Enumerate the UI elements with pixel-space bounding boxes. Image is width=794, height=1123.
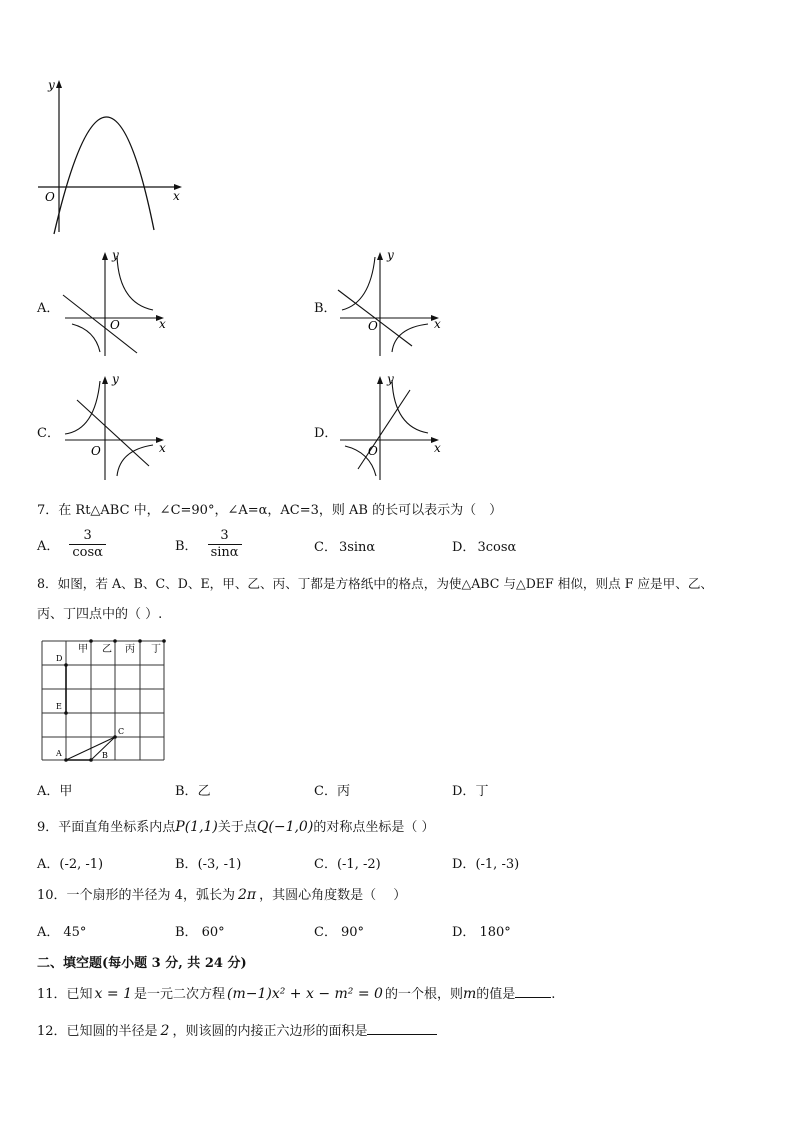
q8-option-d[interactable]: D．丁: [452, 784, 489, 799]
q8-option-a[interactable]: A．甲: [37, 784, 73, 799]
grid-label-yi: 乙: [102, 644, 112, 655]
q9-stem: 9．平面直角坐标系内点P(1,1)关于点Q(−1,0)的对称点坐标是（ ）: [37, 819, 435, 835]
q6-option-d-letter[interactable]: D．: [314, 426, 338, 441]
grid-label-d: D: [56, 654, 63, 663]
fraction: $\frac{3}{\cos\alpha}$: [69, 528, 106, 561]
point-p: P(1,1): [175, 819, 218, 835]
q6-option-d-graph: [330, 372, 445, 482]
point-q: Q(−1,0): [256, 819, 314, 835]
parabola-graph: [30, 72, 190, 237]
grid-label-c: C: [118, 727, 125, 736]
q6-option-c-letter[interactable]: C．: [37, 426, 60, 441]
y-axis-label: y: [48, 78, 55, 92]
fraction: $\frac{3}{\sin\alpha}$: [208, 528, 242, 561]
option-b-origin: O: [368, 319, 378, 333]
option-d-x-label: x: [434, 441, 441, 455]
q9-option-d[interactable]: D．(-1, -3): [452, 857, 520, 872]
q8-option-b[interactable]: B．乙: [175, 784, 211, 799]
q7-option-a[interactable]: A． $\frac{3}{\cos\alpha}$: [37, 524, 106, 564]
q6-option-b-letter[interactable]: B．: [314, 301, 337, 316]
answer-blank[interactable]: [367, 1022, 437, 1035]
q6-option-c-graph: [55, 372, 170, 482]
q6-option-a-graph: [55, 248, 170, 358]
option-b-x-label: x: [434, 317, 441, 331]
option-d-y-label: y: [387, 372, 394, 386]
grid-label-ding: 丁: [151, 644, 161, 655]
grid-label-jia: 甲: [78, 644, 88, 655]
q8-grid-figure: [36, 632, 176, 768]
q10-option-b[interactable]: B． 60°: [175, 925, 225, 940]
origin-label: O: [45, 190, 55, 204]
q10-option-c[interactable]: C． 90°: [314, 925, 364, 940]
grid-label-bing: 丙: [125, 644, 135, 655]
option-d-origin: O: [368, 444, 378, 458]
q8-stem-line2: 丙、丁四点中的（ ）.: [37, 607, 163, 622]
option-c-x-label: x: [159, 441, 166, 455]
q10-option-a[interactable]: A． 45°: [37, 925, 87, 940]
q12-stem: 12．已知圆的半径是 2 ，则该圆的内接正六边形的面积是: [37, 1020, 437, 1039]
option-c-y-label: y: [112, 372, 119, 386]
q7-option-d[interactable]: D． 3cosα: [452, 540, 517, 555]
option-b-y-label: y: [387, 248, 394, 262]
grid-label-a: A: [56, 749, 62, 758]
q10-stem: 10．一个扇形的半径为 4，弧长为 2π ，其圆心角度数是（ ）: [37, 887, 407, 903]
option-a-origin: O: [110, 318, 120, 332]
q9-option-c[interactable]: C．(-1, -2): [314, 857, 381, 872]
q9-option-a[interactable]: A．(-2, -1): [37, 857, 104, 872]
q10-option-d[interactable]: D． 180°: [452, 925, 511, 940]
arc-length: 2π: [237, 887, 257, 903]
q11-stem: 11．已知 x = 1 是一元二次方程 (m−1)x² + x − m² = 0 的一个根，则m的值是 .: [37, 986, 556, 1002]
grid-label-b: B: [102, 751, 108, 760]
answer-blank[interactable]: [515, 985, 551, 998]
q7-option-b[interactable]: B． $\frac{3}{\sin\alpha}$: [175, 524, 242, 564]
q6-option-a-letter[interactable]: A．: [37, 301, 60, 316]
grid-label-e: E: [56, 702, 62, 711]
q6-option-b-graph: [330, 248, 445, 358]
q8-stem-line1: 8．如图，若 A、B、C、D、E，甲、乙、丙、丁都是方格纸中的格点，为使△ABC 与△DEF 相似，则点 F 应是甲、乙、: [37, 576, 714, 591]
x-axis-label: x: [173, 189, 180, 203]
option-c-origin: O: [91, 444, 101, 458]
section-2-title: 二、填空题(每小题 3 分, 共 24 分): [37, 956, 247, 971]
option-a-y-label: y: [112, 248, 119, 262]
q8-option-c[interactable]: C．丙: [314, 784, 350, 799]
q7-stem: 7．在 Rt△ABC 中，∠C=90°，∠A=α，AC=3，则 AB 的长可以表示为（ ）: [37, 503, 503, 518]
equation: (m−1)x² + x − m² = 0: [227, 986, 383, 1002]
q9-option-b[interactable]: B．(-3, -1): [175, 857, 242, 872]
q7-option-c[interactable]: C． 3sinα: [314, 540, 376, 555]
option-a-x-label: x: [159, 317, 166, 331]
